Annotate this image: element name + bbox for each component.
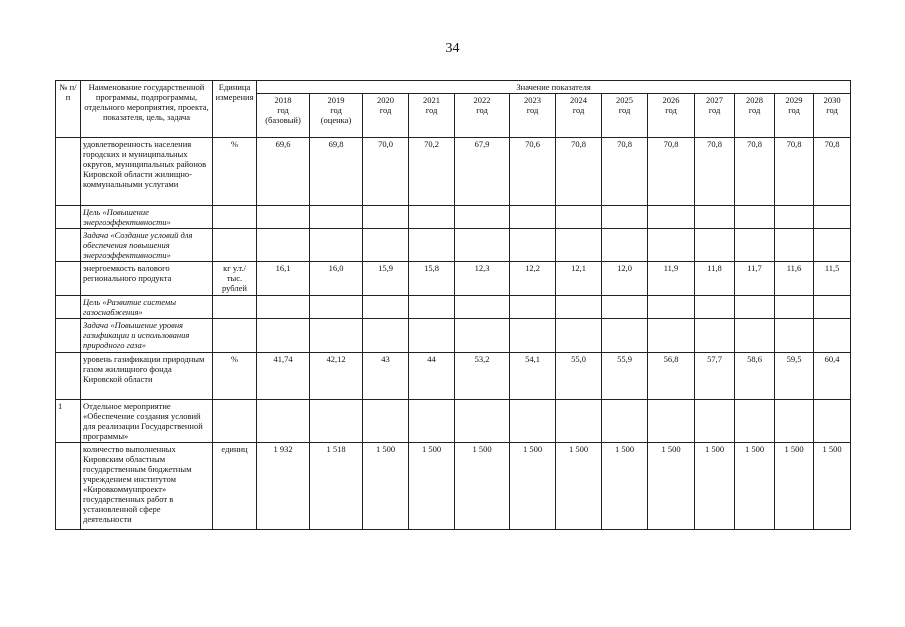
row-value: 43	[363, 353, 409, 400]
header-year-2026	[648, 94, 695, 138]
row-unit	[213, 319, 257, 353]
row-value	[775, 319, 814, 353]
header-year-year: 2028	[746, 95, 763, 105]
row-value	[648, 400, 695, 443]
row-value: 11,9	[648, 262, 695, 296]
row-value	[556, 400, 602, 443]
header-year-line1: год	[330, 105, 342, 115]
row-value: 69,8	[310, 138, 363, 206]
table-row	[56, 138, 851, 206]
row-unit	[213, 400, 257, 443]
row-value	[455, 229, 510, 262]
row-value: 1 500	[775, 443, 814, 530]
row-value	[310, 400, 363, 443]
row-value	[556, 296, 602, 319]
row-unit	[213, 206, 257, 229]
header-year-year: 2020	[377, 95, 394, 105]
row-value	[602, 296, 648, 319]
table-row	[56, 229, 851, 262]
row-number	[56, 229, 81, 262]
table-row	[56, 353, 851, 400]
row-value	[455, 319, 510, 353]
row-value	[735, 229, 775, 262]
row-value: 53,2	[455, 353, 510, 400]
header-year-2018	[257, 94, 310, 138]
header-year-2027	[695, 94, 735, 138]
row-value	[602, 229, 648, 262]
row-value	[775, 229, 814, 262]
row-value: 70,8	[695, 138, 735, 206]
row-value: 67,9	[455, 138, 510, 206]
header-year-line1: год	[665, 105, 677, 115]
row-number	[56, 138, 81, 206]
row-value: 70,8	[735, 138, 775, 206]
row-value	[257, 400, 310, 443]
row-value: 11,7	[735, 262, 775, 296]
row-name: удовлетворенность населения городских и муниципальных округов, муниципальных районов Кировской области жилищно-коммунальными услугами	[81, 138, 213, 206]
header-year-line1: год	[572, 105, 585, 115]
row-number	[56, 353, 81, 400]
row-value: 70,8	[775, 138, 814, 206]
row-unit	[213, 229, 257, 262]
row-value	[814, 296, 851, 319]
header-year-line1: год	[826, 105, 838, 115]
row-value	[602, 206, 648, 229]
header-year-2029	[775, 94, 814, 138]
row-value: 55,0	[556, 353, 602, 400]
row-unit: единиц	[213, 443, 257, 530]
row-name: Цель «Развитие системы газоснабжения»	[81, 296, 213, 319]
row-value: 70,8	[648, 138, 695, 206]
row-value: 1 500	[695, 443, 735, 530]
table-row	[56, 319, 851, 353]
row-value: 12,1	[556, 262, 602, 296]
row-name: Задача «Создание условий для обеспечения повышения энергоэффективности»	[81, 229, 213, 262]
header-year-year: 2023	[524, 95, 541, 105]
row-value	[455, 206, 510, 229]
row-value	[775, 296, 814, 319]
row-value: 70,2	[409, 138, 455, 206]
row-value	[363, 400, 409, 443]
row-value	[695, 296, 735, 319]
row-value: 70,0	[363, 138, 409, 206]
row-value: 1 500	[735, 443, 775, 530]
row-value	[510, 296, 556, 319]
table-row	[56, 400, 851, 443]
row-value	[735, 400, 775, 443]
row-value: 1 500	[602, 443, 648, 530]
row-value	[775, 206, 814, 229]
row-value: 1 500	[363, 443, 409, 530]
row-value: 56,8	[648, 353, 695, 400]
header-year-line2: (базовый)	[265, 115, 301, 125]
header-year-line1: год	[788, 105, 800, 115]
header-year-year: 2026	[662, 95, 680, 105]
row-value	[257, 319, 310, 353]
row-value: 41,74	[257, 353, 310, 400]
row-value	[363, 206, 409, 229]
header-year-year: 2018	[274, 95, 292, 105]
row-name: энергоемкость валового регионального продукта	[81, 262, 213, 296]
row-value	[695, 319, 735, 353]
header-year-year: 2025	[616, 95, 633, 105]
row-value	[455, 296, 510, 319]
header-year-2020	[363, 94, 409, 138]
header-year-line1: год	[708, 105, 721, 115]
row-value	[510, 229, 556, 262]
indicator-table	[55, 80, 851, 530]
row-value	[455, 400, 510, 443]
row-unit: кг у.т./ тыс. рублей	[213, 262, 257, 296]
row-value	[735, 296, 775, 319]
row-value: 54,1	[510, 353, 556, 400]
row-value	[648, 206, 695, 229]
row-number: 1	[56, 400, 81, 443]
row-value	[814, 319, 851, 353]
header-year-line1: год	[476, 105, 488, 115]
header-year-year: 2024	[570, 95, 587, 105]
row-value	[363, 319, 409, 353]
row-value	[775, 400, 814, 443]
header-unit: Единица измерения	[213, 81, 257, 138]
row-value: 12,3	[455, 262, 510, 296]
row-value	[556, 206, 602, 229]
header-year-2022	[455, 94, 510, 138]
row-value	[814, 229, 851, 262]
header-values-title: Значение показателя	[257, 81, 851, 94]
header-year-2030	[814, 94, 851, 138]
row-value: 15,9	[363, 262, 409, 296]
row-value: 1 932	[257, 443, 310, 530]
header-year-line1: год	[277, 105, 289, 115]
row-value	[257, 206, 310, 229]
header-year-line1: год	[425, 105, 438, 115]
row-value: 1 500	[510, 443, 556, 530]
row-name: количество выполненных Кировским областным государственным бюджетным учреждением институтом «Кировкоммунпроект» государственных работ в установленной сфере деятельности	[81, 443, 213, 530]
row-value: 15,8	[409, 262, 455, 296]
row-name: уровень газификации природным газом жилищного фонда Кировской области	[81, 353, 213, 400]
row-name: Задача «Повышение уровня газификации и использования природного газа»	[81, 319, 213, 353]
row-value	[257, 296, 310, 319]
row-value: 16,0	[310, 262, 363, 296]
row-value	[735, 319, 775, 353]
row-value: 1 500	[455, 443, 510, 530]
row-value	[648, 319, 695, 353]
row-number	[56, 262, 81, 296]
row-value: 1 500	[556, 443, 602, 530]
table-row	[56, 443, 851, 530]
row-value	[409, 296, 455, 319]
row-value: 69,6	[257, 138, 310, 206]
row-value: 60,4	[814, 353, 851, 400]
row-number	[56, 443, 81, 530]
row-value: 12,0	[602, 262, 648, 296]
row-unit: %	[213, 138, 257, 206]
header-year-line1: год	[748, 105, 761, 115]
row-value	[310, 296, 363, 319]
row-value	[602, 319, 648, 353]
row-number	[56, 296, 81, 319]
header-year-2025	[602, 94, 648, 138]
row-value: 1 500	[814, 443, 851, 530]
row-value: 44	[409, 353, 455, 400]
row-value	[510, 319, 556, 353]
header-year-year: 2027	[706, 95, 723, 105]
row-name: Цель «Повышение энергоэффективности»	[81, 206, 213, 229]
row-value	[648, 229, 695, 262]
row-value	[363, 229, 409, 262]
header-name: Наименование государственной программы, подпрограммы, отдельного мероприятия, проекта, показателя, цель, задача	[81, 81, 213, 138]
header-year-2028	[735, 94, 775, 138]
row-value	[409, 229, 455, 262]
row-value: 57,7	[695, 353, 735, 400]
row-value	[310, 319, 363, 353]
header-year-line1: год	[618, 105, 631, 115]
row-value	[695, 206, 735, 229]
header-year-year: 2029	[785, 95, 803, 105]
row-value	[409, 206, 455, 229]
row-value: 11,6	[775, 262, 814, 296]
row-number	[56, 206, 81, 229]
row-value: 55,9	[602, 353, 648, 400]
table-row	[56, 262, 851, 296]
row-value: 58,6	[735, 353, 775, 400]
row-value	[310, 229, 363, 262]
row-value: 59,5	[775, 353, 814, 400]
row-value: 12,2	[510, 262, 556, 296]
header-year-line1: год	[526, 105, 539, 115]
row-value: 16,1	[257, 262, 310, 296]
row-value	[363, 296, 409, 319]
table-row	[56, 296, 851, 319]
header-year-2019	[310, 94, 363, 138]
row-value: 11,8	[695, 262, 735, 296]
header-year-line1: год	[379, 105, 392, 115]
row-name: Отдельное мероприятие «Обеспечение создания условий для реализации Государственной программы»	[81, 400, 213, 443]
page-number: 34	[445, 41, 460, 56]
row-value	[735, 206, 775, 229]
header-year-2024	[556, 94, 602, 138]
row-value	[814, 400, 851, 443]
row-value	[695, 229, 735, 262]
header-year-2021	[409, 94, 455, 138]
row-value	[409, 319, 455, 353]
row-value: 70,6	[510, 138, 556, 206]
row-value	[409, 400, 455, 443]
row-value	[556, 319, 602, 353]
row-value: 1 500	[409, 443, 455, 530]
row-value	[510, 400, 556, 443]
header-year-line2: (оценка)	[320, 115, 352, 125]
header-year-2023	[510, 94, 556, 138]
row-value	[556, 229, 602, 262]
header-year-year: 2030	[823, 95, 841, 105]
row-value: 1 518	[310, 443, 363, 530]
header-year-year: 2019	[327, 95, 345, 105]
row-value: 70,8	[814, 138, 851, 206]
table-row	[56, 206, 851, 229]
row-value	[510, 206, 556, 229]
row-unit	[213, 296, 257, 319]
row-value: 42,12	[310, 353, 363, 400]
row-number	[56, 319, 81, 353]
row-value: 70,8	[556, 138, 602, 206]
row-value	[257, 229, 310, 262]
row-value: 11,5	[814, 262, 851, 296]
row-value	[814, 206, 851, 229]
row-value: 70,8	[602, 138, 648, 206]
row-value	[695, 400, 735, 443]
row-value	[602, 400, 648, 443]
row-value	[310, 206, 363, 229]
row-value	[648, 296, 695, 319]
row-value: 1 500	[648, 443, 695, 530]
header-year-year: 2021	[423, 95, 440, 105]
header-num: № п/п	[56, 81, 81, 138]
header-year-year: 2022	[473, 95, 491, 105]
row-unit: %	[213, 353, 257, 400]
